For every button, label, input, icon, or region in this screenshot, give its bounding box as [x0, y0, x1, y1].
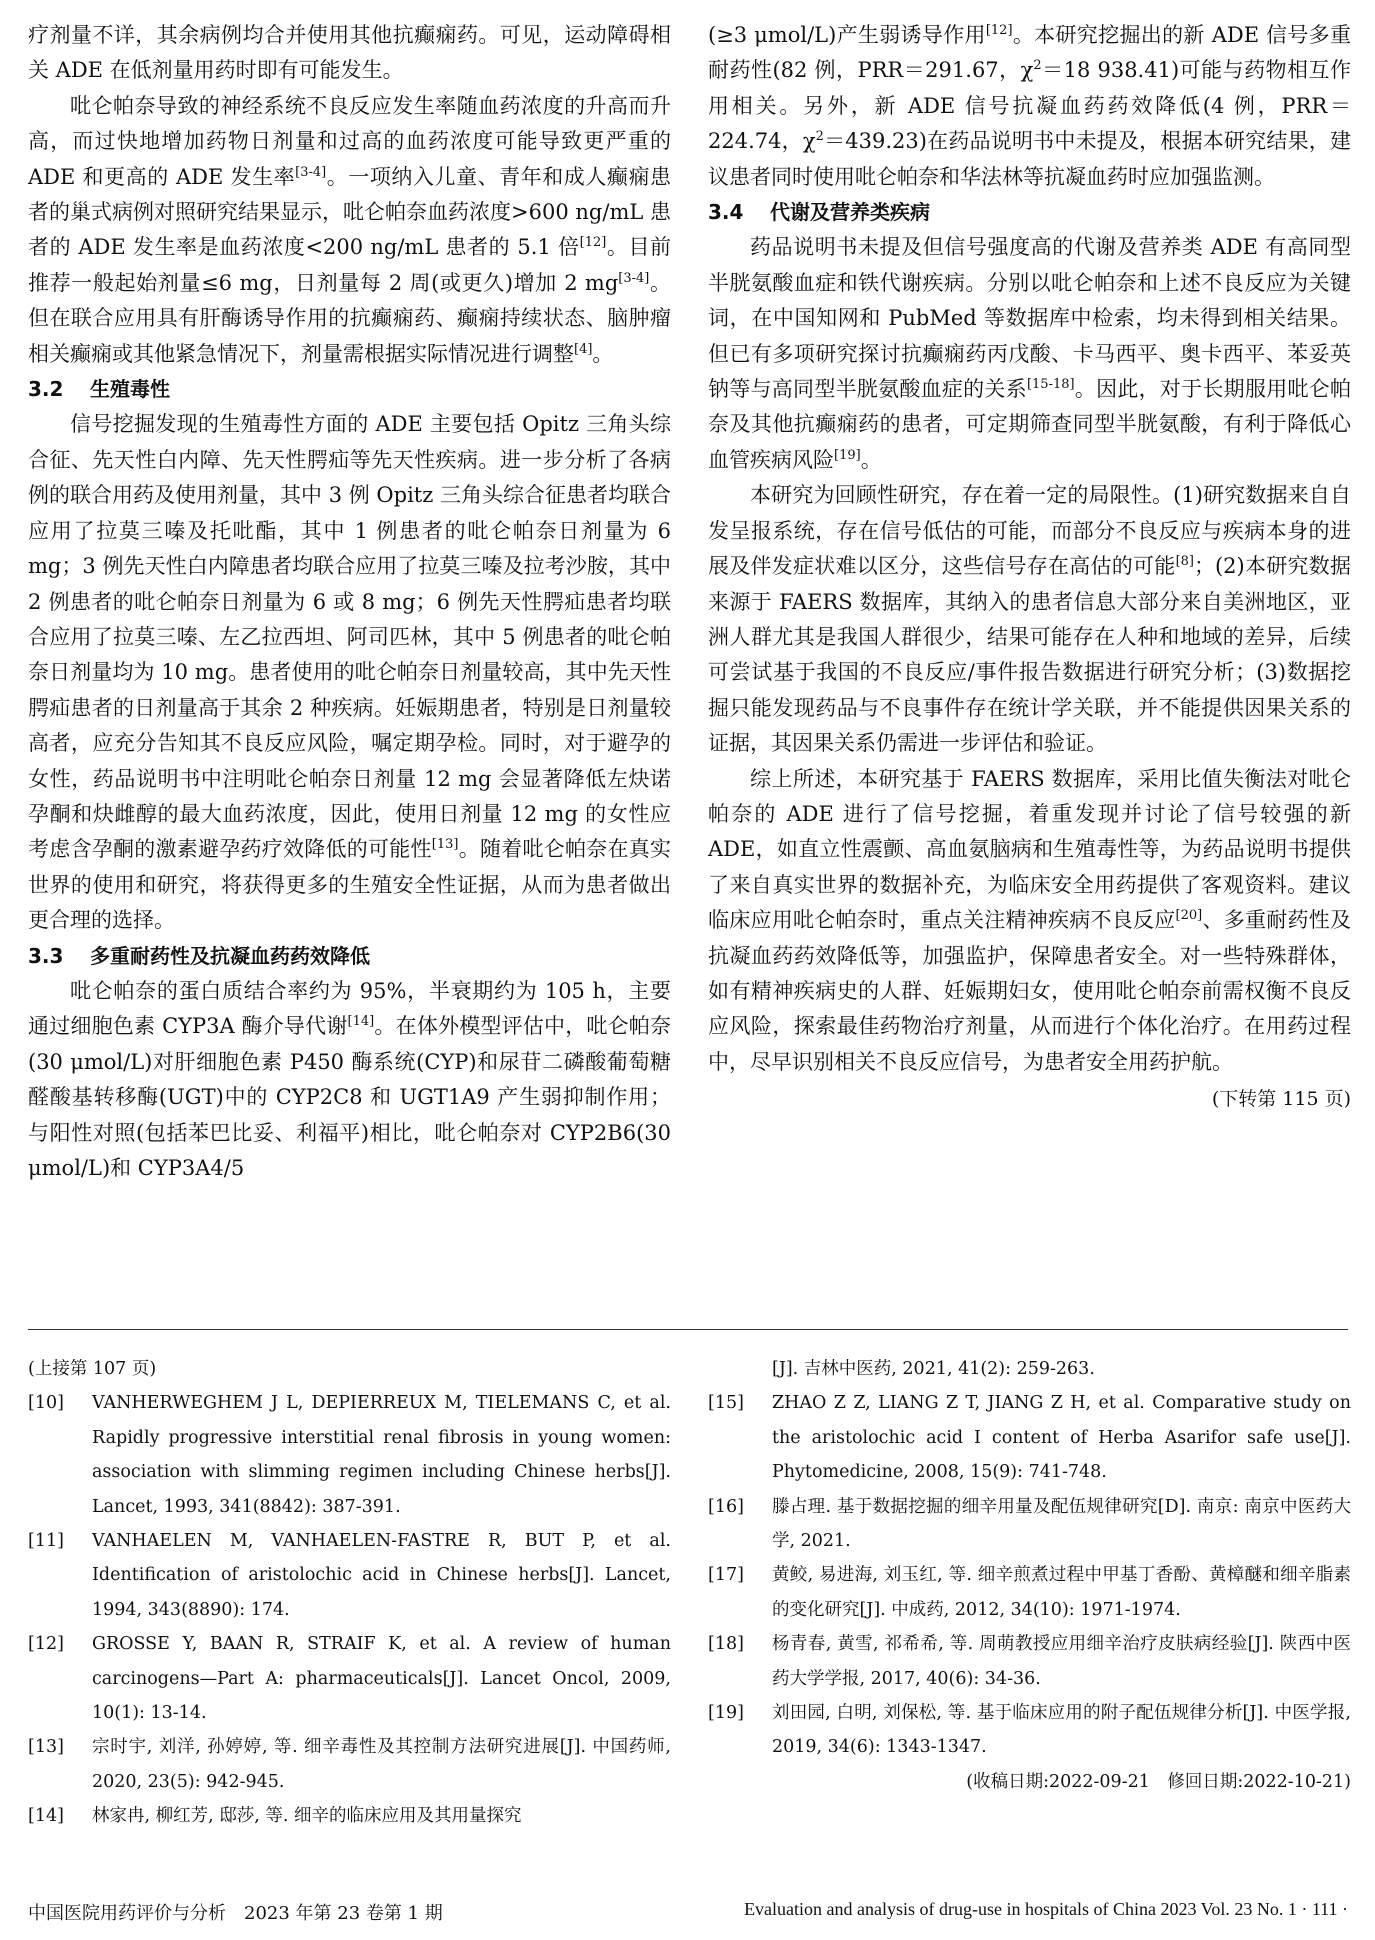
references-right — [708, 1352, 1351, 1799]
citation[interactable]: [8] — [1175, 554, 1194, 570]
reference-item: [19] 刘田园, 白明, 刘保松, 等. 基于临床应用的附子配伍规律分析[J]. 中医学报, 2019, 34(6): 1343-1347. — [708, 1703, 1351, 1758]
continued-note: (上接第 107 页) — [28, 1359, 157, 1379]
citation[interactable]: [15-18] — [1026, 377, 1075, 393]
citation[interactable]: [4] — [574, 341, 593, 357]
page-footer — [28, 1899, 1348, 1925]
paragraph: 吡仑帕奈导致的神经系统不良反应发生率随血药浓度的升高而升高，而过快地增加药物日剂量和过高的血药浓度可能导致更严重的 ADE 和更高的 ADE 发生率[3-4]。一项纳入儿童、青年和成人癫痫患者的巢式病例对照研究结果显示，吡仑帕奈血药浓度>600 ng/mL 患者的 ADE 发生率是血药浓度<200 ng/mL 患者的 5.1 倍[12]。目前推荐一般起始剂量≤6 mg，日剂量每 2 周(或更久)增加 2 mg[3-4]。但在联合应用具有肝酶诱导作用的抗癫痫药、癫痫持续状态、脑肿瘤相关癫痫或其他紧急情况下，剂量需根据实际情况进行调整[4]。 — [28, 93, 672, 366]
reference-item: [16] 滕占理. 基于数据挖掘的细辛用量及配伍规律研究[D]. 南京: 南京中医药大学, 2021. — [708, 1496, 1351, 1552]
citation[interactable]: [20] — [1175, 908, 1203, 924]
superscript: 2 — [1033, 58, 1042, 74]
received-dates: (收稿日期:2022-09-21 修回日期:2022-10-21) — [966, 1771, 1351, 1792]
references-left — [28, 1352, 671, 1834]
reference-continuation: [J]. 吉林中医药, 2021, 41(2): 259-263. — [772, 1359, 1095, 1379]
section-heading: 3.2 生殖毒性 — [28, 377, 170, 402]
paragraph: 信号挖掘发现的生殖毒性方面的 ADE 主要包括 Opitz 三角头综合征、先天性白内障、先天性腭疝等先天性疾病。进一步分析了各病例的联合用药及使用剂量，其中 3 例 Opitz 三角头综合征患者均联合应用了拉莫三嗪及托吡酯，其中 1 例患者的吡仑帕奈日剂量为 6 mg；3 例先天性白内障患者均联合应用了拉莫三嗪及拉考沙胺，其中 2 例患者的吡仑帕奈日剂量为 6 或 8 mg；6 例先天性腭疝患者均联合应用了拉莫三嗪、左乙拉西坦、阿司匹林，其中 5 例患者的吡仑帕奈日剂量均为 10 mg。患者使用的吡仑帕奈日剂量较高，其中先天性腭疝患者的日剂量高于其余 2 种疾病。妊娠期患者，特别是日剂量较高者，应充分告知其不良反应风险，嘱定期孕检。同时，对于避孕的女性，药品说明书中注明吡仑帕奈日剂量 12 mg 会显著降低左炔诺孕酮和炔雌醇的最大血药浓度，因此，使用日剂量 12 mg 的女性应考虑含孕酮的激素避孕药疗效降低的可能性[13]。随着吡仑帕奈在真实世界的使用和研究，将获得更多的生殖安全性证据，从而为患者做出更合理的选择。 — [28, 412, 672, 933]
paragraph: 本研究为回顾性研究，存在着一定的局限性。(1)研究数据来自自发呈报系统，存在信号低估的可能，而部分不良反应与疾病本身的进展及伴发症状难以区分，这些信号存在高估的可能[8]；(2)本研究数据来源于 FAERS 数据库，其纳入的患者信息大部分来自美洲地区，亚洲人群尤其是我国人群很少，结果可能存在人种和地域的差异，后续可尝试基于我国的不良反应/事件报告数据进行研究分析；(3)数据挖掘只能发现药品与不良事件存在统计学关联，并不能提供因果关系的证据，其因果关系仍需进一步评估和验证。 — [708, 483, 1351, 756]
paragraph: 药品说明书未提及但信号强度高的代谢及营养类 ADE 有高同型半胱氨酸血症和铁代谢疾病。分别以吡仑帕奈和上述不良反应为关键词，在中国知网和 PubMed 等数据库中检索，均未得到相关结果。但已有多项研究探讨抗癫痫药丙戊酸、卡马西平、奥卡西平、苯妥英钠等与高同型半胱氨酸血症的关系[15-18]。因此，对于长期服用吡仑帕奈及其他抗癫痫药的患者，可定期筛查同型半胱氨酸，有利于降低心血管疾病风险[19]。 — [708, 235, 1352, 472]
paragraph: 综上所述，本研究基于 FAERS 数据库，采用比值失衡法对吡仑帕奈的 ADE 进行了信号挖掘，着重发现并讨论了信号较强的新 ADE，如直立性震颤、高血氨脑病和生殖毒性等，为药品说明书提供了来自真实世界的数据补充，为临床安全用药提供了客观资料。建议临床应用吡仑帕奈时，重点关注精神疾病不良反应[20]、多重耐药性及抗凝血药药效降低等，加强监护，保障患者安全。对一些特殊群体，如有精神疾病史的人群、妊娠期妇女，使用吡仑帕奈前需权衡不良反应风险，探索最佳药物治疗剂量，从而进行个体化治疗。在用药过程中，尽早识别相关不良反应信号，为患者安全用药护航。 — [708, 766, 1351, 1074]
reference-item: [11] VANHAELEN M, VANHAELEN-FASTRE R, BUT P, et al. Identification of aristolochic acid in Chinese herbs[J]. Lancet, 1994, 343(8890): 174. — [28, 1531, 671, 1620]
continued-note: (下转第 115 页) — [1211, 1088, 1351, 1111]
paragraph: 疗剂量不详，其余病例均合并使用其他抗癫痫药。可见，运动障碍相关 ADE 在低剂量用药时即有可能发生。 — [28, 23, 671, 83]
journal-name-en: Evaluation and analysis of drug-use in hospitals of China 2023 Vol. 23 No. 1 · 111 · — [744, 1899, 1348, 1919]
reference-item: [17] 黄鲛, 易进海, 刘玉红, 等. 细辛煎煮过程中甲基丁香酚、黄樟醚和细辛脂素的变化研究[J]. 中成药, 2012, 34(10): 1971-1974. — [708, 1565, 1351, 1620]
citation[interactable]: [3-4] — [618, 270, 650, 286]
citation[interactable]: [13] — [431, 837, 459, 853]
citation[interactable]: [19] — [834, 447, 861, 463]
reference-item: [13] 宗时宇, 刘洋, 孙婷婷, 等. 细辛毒性及其控制方法研究进展[J]. 中国药师, 2020, 23(5): 942-945. — [28, 1737, 671, 1792]
citation[interactable]: [12] — [579, 235, 607, 251]
paragraph: 吡仑帕奈的蛋白质结合率约为 95%，半衰期约为 105 h，主要通过细胞色素 CYP3A 酶介导代谢[14]。在体外模型评估中，吡仑帕奈(30 μmol/L)对肝细胞色素 P450 酶系统(CYP)和尿苷二磷酸葡萄糖醛酸基转移酶(UGT)中的 CYP2C8 和 UGT1A9 产生弱抑制作用；与阳性对照(包括苯巴比妥、利福平)相比，吡仑帕奈对 CYP2B6(30 μmol/L)和 CYP3A4/5 — [28, 978, 672, 1180]
paragraph: (≥3 μmol/L)产生弱诱导作用[12]。本研究挖掘出的新 ADE 信号多重耐药性(82 例，PRR＝291.67，$\chi^2=18$ 938.41)可能与药物相互作用相关。另外，新 ADE 信号抗凝血药药效降低(4 例，PRR＝224.74，$\chi^2=439.23$)在药品说明书中未提及，根据本研究结果，建议患者同时使用吡仑帕奈和华法林等抗凝血药时应加强监测。 — [708, 23, 1351, 189]
reference-item: [14] 林家冉, 柳红芳, 邸莎, 等. 细辛的临床应用及其用量探究 — [28, 1806, 522, 1827]
citation[interactable]: [3-4] — [295, 164, 327, 180]
section-divider — [28, 1329, 1348, 1330]
section-heading: 3.4 代谢及营养类疾病 — [708, 200, 930, 225]
citation[interactable]: [14] — [347, 1014, 375, 1030]
journal-name-cn: 中国医院用药评价与分析 2023 年第 23 卷第 1 期 — [28, 1903, 443, 1924]
citation[interactable]: [12] — [985, 23, 1013, 38]
reference-item: [15] ZHAO Z Z, LIANG Z T, JIANG Z H, et al. Comparative study on the aristolochic acid I content of Herba Asarifor safe use[J]. Phytomedicine, 2008, 15(9): 741-748. — [708, 1393, 1351, 1483]
reference-item: [12] GROSSE Y, BAAN R, STRAIF K, et al. A review of human carcinogens—Part A: pharmaceuticals[J]. Lancet Oncol, 2009, 10(1): 13-14. — [28, 1634, 671, 1724]
superscript: 2 — [815, 129, 824, 145]
right-text-column — [708, 18, 1351, 1118]
reference-item: [10] VANHERWEGHEM J L, DEPIERREUX M, TIELEMANS C, et al. Rapidly progressive interstitial renal fibrosis in young women: association with slimming regimen including Chinese herbs[J]. Lancet, 1993, 341(8842): 387-391. — [28, 1393, 671, 1517]
section-heading: 3.3 多重耐药性及抗凝血药药效降低 — [28, 943, 370, 968]
reference-item: [18] 杨青春, 黄雪, 祁希希, 等. 周萌教授应用细辛治疗皮肤病经验[J]. 陕西中医药大学学报, 2017, 40(6): 34-36. — [708, 1634, 1351, 1689]
left-text-column — [28, 18, 671, 1186]
